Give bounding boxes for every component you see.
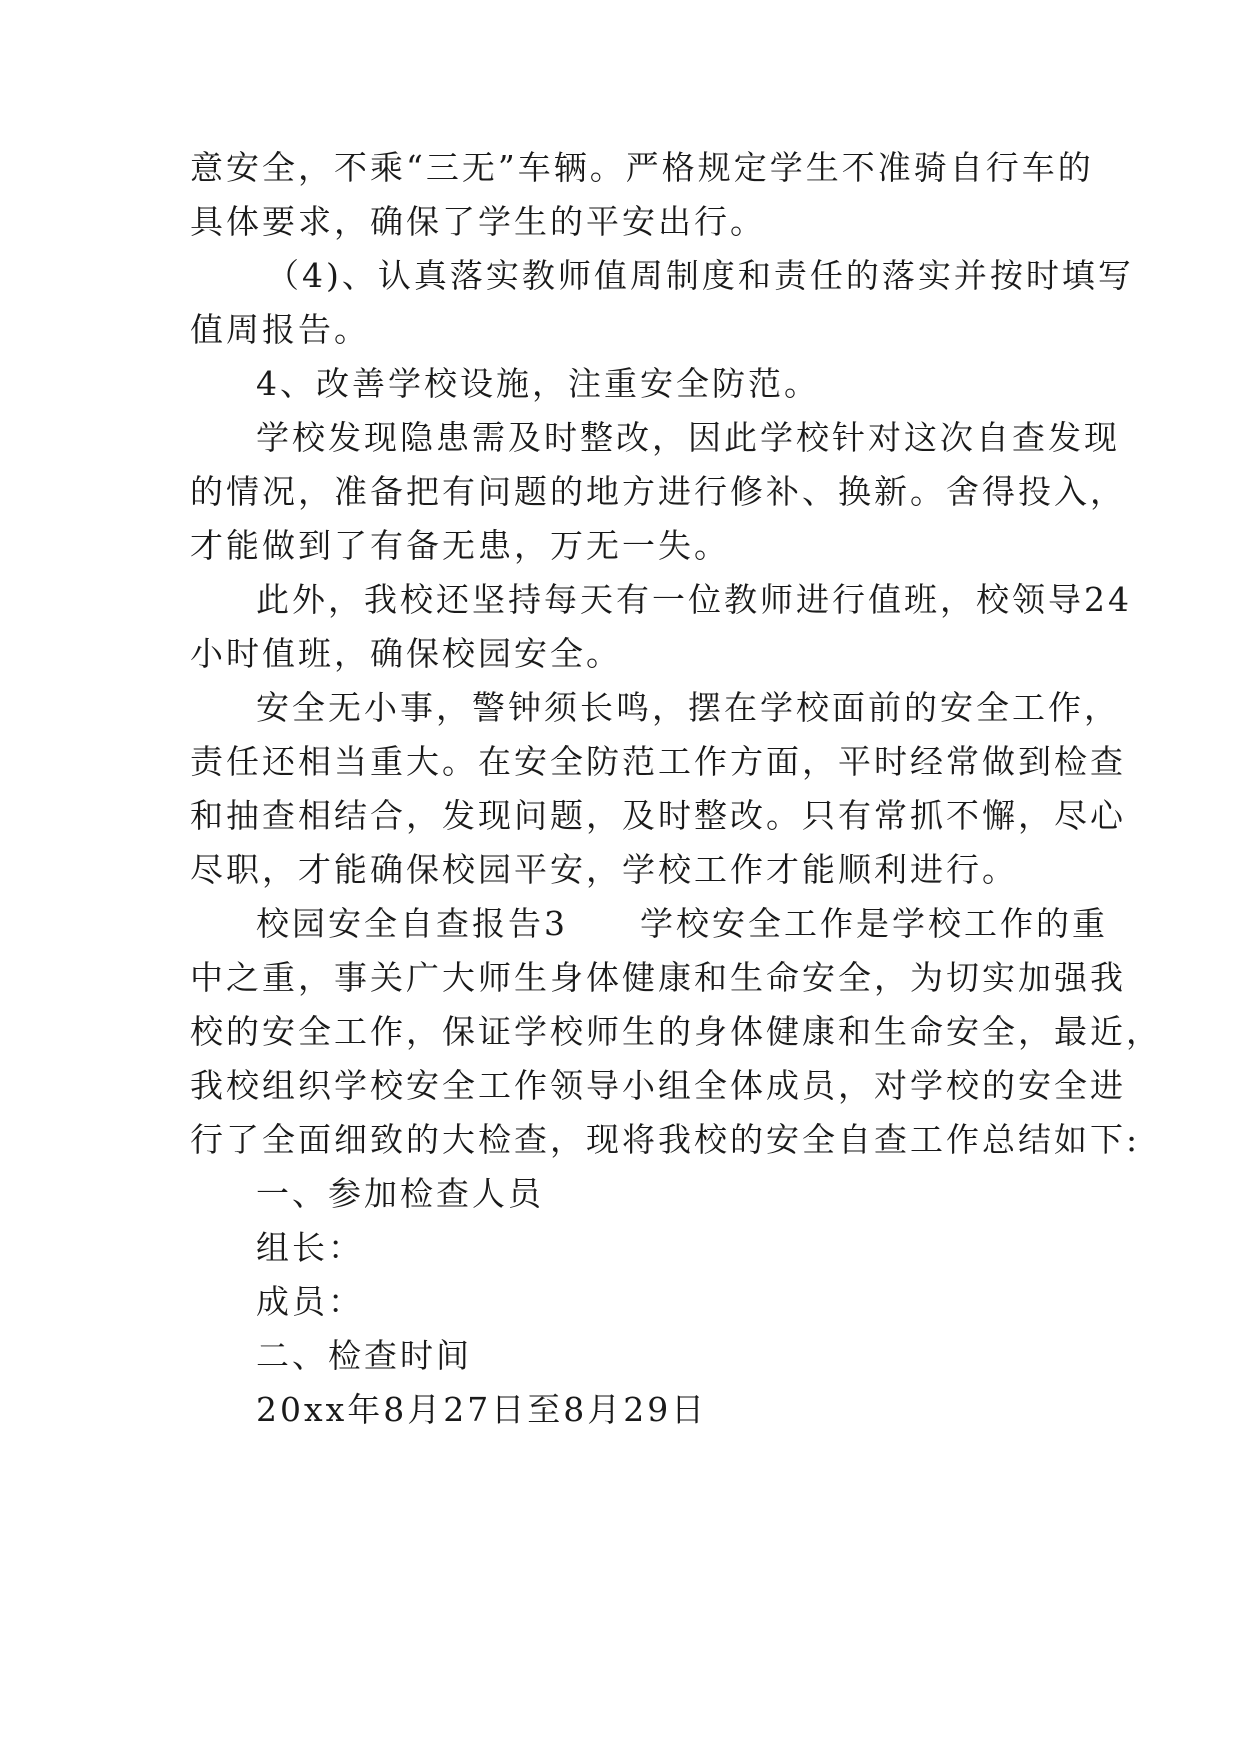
body-text-line: 具体要求，确保了学生的平安出行。 <box>190 202 766 241</box>
body-text-line: 行了全面细致的大检查，现将我校的安全自查工作总结如下: <box>190 1120 1141 1159</box>
section-heading: 二、检查时间 <box>256 1336 472 1375</box>
body-text-line: 安全无小事，警钟须长鸣，摆在学校面前的安全工作， <box>256 688 1120 727</box>
body-text-line: 才能做到了有备无患，万无一失。 <box>190 526 730 565</box>
body-text-line: 和抽查相结合，发现问题，及时整改。只有常抓不懈，尽心 <box>190 796 1126 835</box>
body-text-line: 学校发现隐患需及时整改，因此学校针对这次自查发现 <box>256 418 1120 457</box>
body-text-line: 值周报告。 <box>190 310 370 349</box>
body-text-line: 校的安全工作，保证学校师生的身体健康和生命安全，最近， <box>190 1012 1162 1051</box>
group-leader-label: 组长： <box>256 1228 364 1267</box>
body-text-line: 意安全，不乘“三无”车辆。严格规定学生不准骑自行车的 <box>190 148 1094 187</box>
section-heading: 4、改善学校设施，注重安全防范。 <box>256 364 820 403</box>
report-title-line: 校园安全自查报告3 学校安全工作是学校工作的重 <box>256 904 1108 943</box>
section-heading: 一、参加检查人员 <box>256 1174 544 1213</box>
date-range: 20xx年8月27日至8月29日 <box>256 1390 708 1429</box>
body-text-line: 中之重，事关广大师生身体健康和生命安全，为切实加强我 <box>190 958 1126 997</box>
body-text-line: 责任还相当重大。在安全防范工作方面，平时经常做到检查 <box>190 742 1126 781</box>
body-text-line: 的情况，准备把有问题的地方进行修补、换新。舍得投入， <box>190 472 1126 511</box>
members-label: 成员： <box>256 1282 364 1321</box>
body-text-line: （4)、认真落实教师值周制度和责任的落实并按时填写 <box>266 256 1134 295</box>
body-text-line: 此外，我校还坚持每天有一位教师进行值班，校领导24 <box>256 580 1132 619</box>
body-text-line: 小时值班，确保校园安全。 <box>190 634 622 673</box>
body-text-line: 我校组织学校安全工作领导小组全体成员，对学校的安全进 <box>190 1066 1126 1105</box>
body-text-line: 尽职，才能确保校园平安，学校工作才能顺利进行。 <box>190 850 1018 889</box>
